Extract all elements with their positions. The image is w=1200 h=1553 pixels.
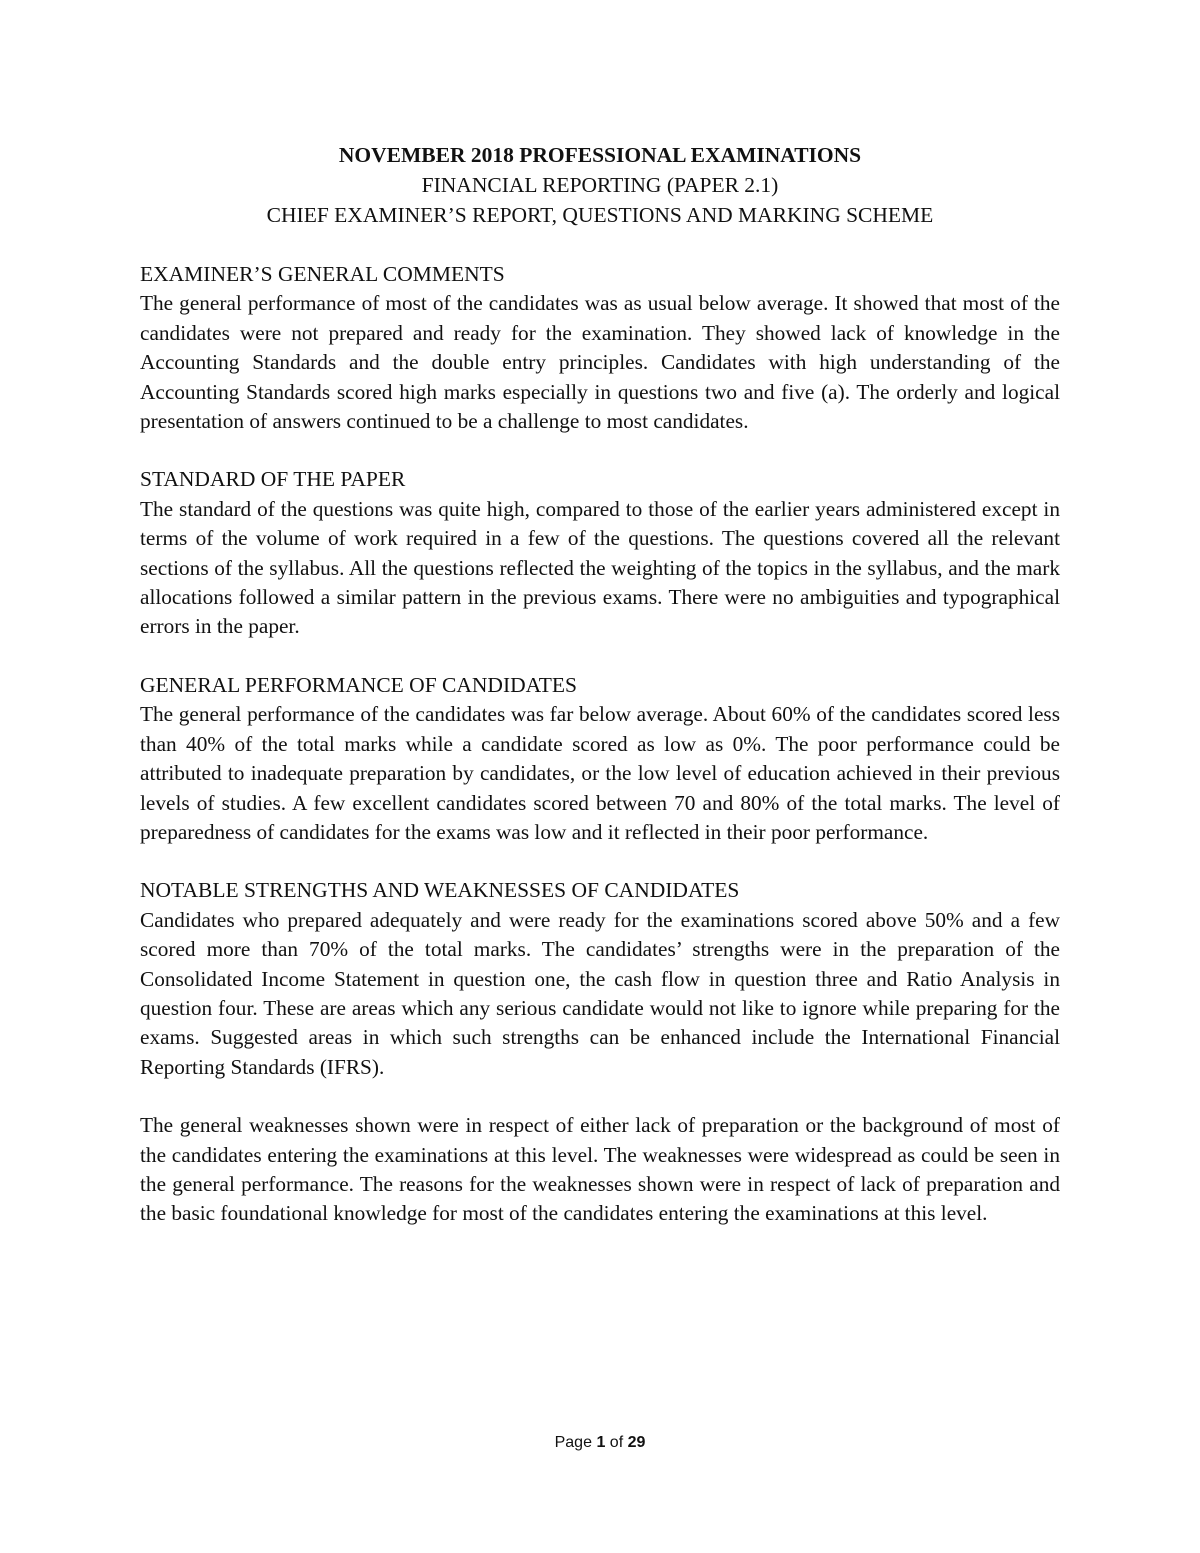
section-general-performance bbox=[140, 671, 1060, 847]
section-heading: STANDARD OF THE PAPER bbox=[140, 467, 406, 492]
document-header bbox=[140, 140, 1060, 230]
section-heading: EXAMINER’S GENERAL COMMENTS bbox=[140, 262, 505, 286]
section-paragraph: The standard of the questions was quite high, compared to those of the earlier years administered except in terms of the volume of work required in a few of the questions. The questions covered all the relevant sections of the syllabus. All the questions reflected the weighting of the topics in the syllabus, and the mark allocations followed a similar pattern in the previous exams. There were no ambiguities and typographical errors in the paper. bbox=[140, 496, 1060, 639]
section-standard-of-paper bbox=[140, 465, 1060, 641]
page-label: Page bbox=[554, 1434, 592, 1451]
section-paragraph: The general performance of most of the candidates was as usual below average. It showed that most of the candidates were not prepared and ready for the examination. They showed lack of knowledge in the Accounting Standards and the double entry principles. Candidates with high understanding of the Accounting Standards scored high marks especially in questions two and five (a). The orderly and logical presentation of answers continued to be a challenge to most candidates. bbox=[140, 291, 1060, 434]
page-footer bbox=[0, 1432, 1200, 1454]
section-heading: NOTABLE STRENGTHS AND WEAKNESSES OF CANDIDATES bbox=[140, 878, 740, 903]
exam-title: NOVEMBER 2018 PROFESSIONAL EXAMINATIONS bbox=[338, 143, 862, 167]
section-paragraph: The general weaknesses shown were in respect of either lack of preparation or the background of most of the candidates entering the examinations at this level. The weaknesses were widespread as could be seen in the general performance. The reasons for the weaknesses shown were in respect of lack of preparation and the basic foundational knowledge for most of the candidates entering the examinations at this level. bbox=[140, 1113, 1060, 1226]
section-paragraph: Candidates who prepared adequately and were ready for the examinations scored above 50% and a few scored more than 70% of the total marks. The candidates’ strengths were in the preparation of the Consolidated Income Statement in question one, the cash flow in question three and Ratio Analysis in question four. These are areas which any serious candidate would not like to ignore while preparing for the exams. Suggested areas in which such strengths can be enhanced include the International Financial Reporting Standards (IFRS). bbox=[140, 907, 1060, 1079]
of-label: of bbox=[609, 1434, 624, 1451]
section-general-comments bbox=[140, 260, 1060, 436]
report-title: CHIEF EXAMINER’S REPORT, QUESTIONS AND MARKING SCHEME bbox=[266, 203, 934, 227]
document-page bbox=[140, 140, 1060, 1258]
section-heading: GENERAL PERFORMANCE OF CANDIDATES bbox=[140, 672, 578, 697]
total-page-count: 29 bbox=[627, 1434, 646, 1451]
paper-title: FINANCIAL REPORTING (PAPER 2.1) bbox=[421, 173, 779, 197]
section-paragraph: The general performance of the candidates was far below average. About 60% of the candidates scored less than 40% of the total marks while a candidate scored as low as 0%. The poor performance could be attributed to inadequate preparation by candidates, or the low level of education achieved in their previous levels of studies. A few excellent candidates scored between 70 and 80% of the total marks. The level of preparedness of candidates for the exams was low and it reflected in their poor performance. bbox=[140, 702, 1060, 844]
current-page-number: 1 bbox=[596, 1434, 606, 1451]
section-strengths-weaknesses bbox=[140, 876, 1060, 1228]
